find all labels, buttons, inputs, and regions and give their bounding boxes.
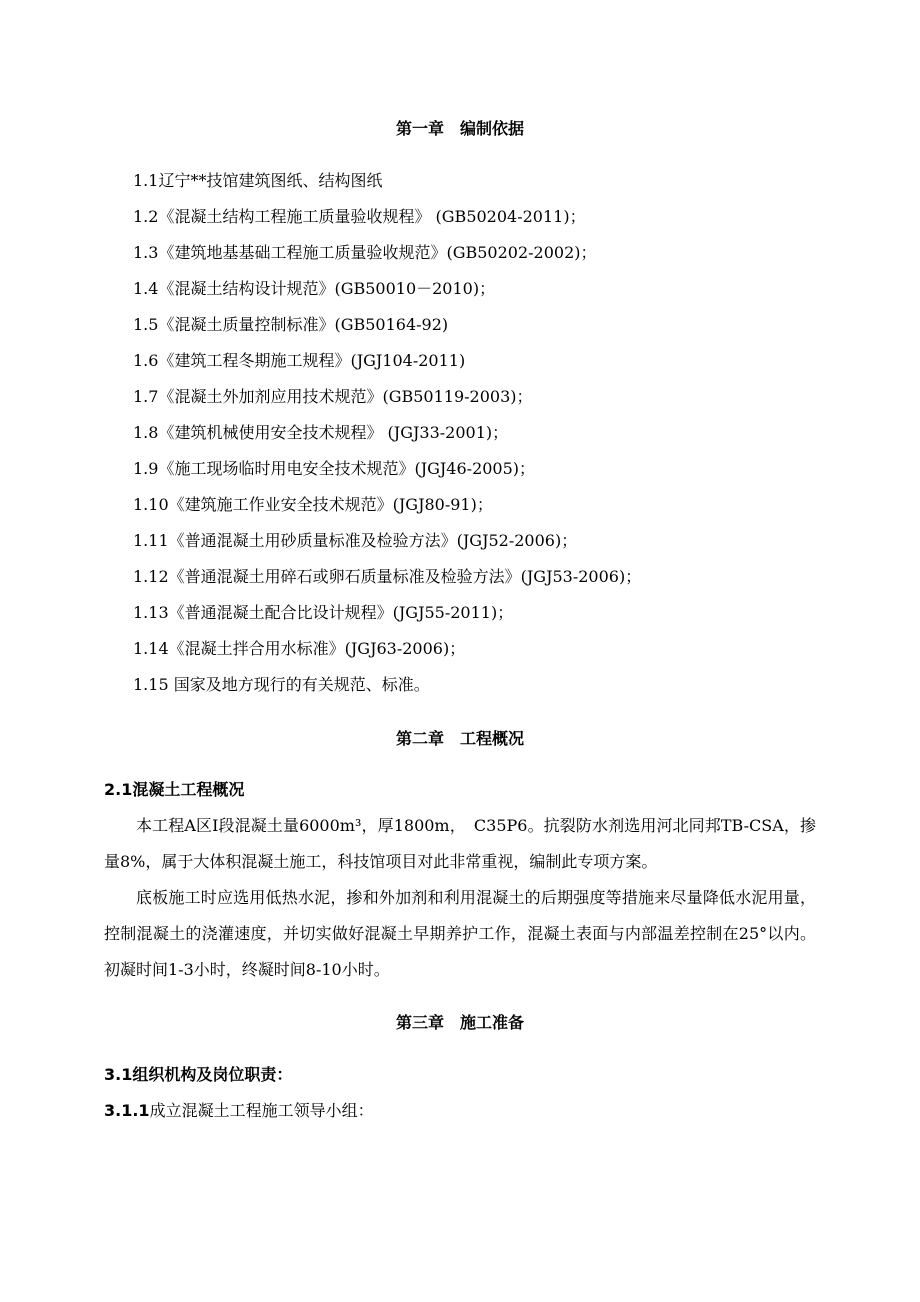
section-2-1-body [104, 808, 816, 988]
reference-item: 1.14《混凝土拌合用水标准》(JGJ63-2006)； [133, 639, 466, 658]
paragraph: 底板施工时应选用低热水泥，掺和外加剂和利用混凝土的后期强度等措施来尽量降低水泥用量，控制混凝土的浇灌速度，并切实做好混凝土早期养护工作，混凝土表面与内部温差控制在25°以内。初凝时间1-3小时，终凝时间8-10小时。 [104, 888, 816, 979]
chapter-2-title: 第二章 工程概况 [395, 729, 524, 748]
reference-item: 1.9《施工现场临时用电安全技术规范》(JGJ46-2005)； [133, 459, 536, 478]
reference-item: 1.5《混凝土质量控制标准》(GB50164-92) [133, 315, 449, 334]
reference-item: 1.15 国家及地方现行的有关规范、标准。 [133, 675, 430, 694]
section-3-1-title: 3.1组织机构及岗位职责： [104, 1065, 293, 1084]
reference-item: 1.7《混凝土外加剂应用技术规范》(GB50119-2003)； [133, 387, 533, 406]
chapter-3-title: 第三章 施工准备 [395, 1013, 524, 1032]
chapter-1-title: 第一章 编制依据 [395, 119, 524, 138]
subsection-text: 成立混凝土工程施工领导小组： [149, 1101, 374, 1120]
subsection-3-1-1 [104, 1100, 374, 1122]
reference-item: 1.2《混凝土结构工程施工质量验收规程》 (GB50204-2011)； [133, 207, 586, 226]
reference-item: 1.3《建筑地基基础工程施工质量验收规范》(GB50202-2002)； [133, 243, 597, 262]
subsection-number: 3.1.1 [104, 1101, 150, 1120]
reference-item: 1.10《建筑施工作业安全技术规范》(JGJ80-91)； [133, 495, 493, 514]
reference-item: 1.13《普通混凝土配合比设计规程》(JGJ55-2011)； [133, 603, 514, 622]
reference-item: 1.4《混凝土结构设计规范》(GB50010－2010)； [133, 279, 496, 298]
reference-item: 1.11《普通混凝土用砂质量标准及检验方法》(JGJ52-2006)； [133, 531, 578, 550]
reference-item: 1.6《建筑工程冬期施工规程》(JGJ104-2011) [133, 351, 466, 370]
reference-item: 1.1辽宁**技馆建筑图纸、结构图纸 [133, 171, 383, 190]
section-2-1-title: 2.1混凝土工程概况 [104, 780, 245, 799]
paragraph: 本工程A区Ⅰ段混凝土量6000m³，厚1800m， C35P6。抗裂防水剂选用河北同邦TB-CSA，掺量8%，属于大体积混凝土施工，科技馆项目对此非常重视，编制此专项方案。 [104, 816, 816, 871]
reference-item: 1.12《普通混凝土用碎石或卵石质量标准及检验方法》(JGJ53-2006)； [133, 567, 642, 586]
reference-item: 1.8《建筑机械使用安全技术规程》 (JGJ33-2001)； [133, 423, 509, 442]
